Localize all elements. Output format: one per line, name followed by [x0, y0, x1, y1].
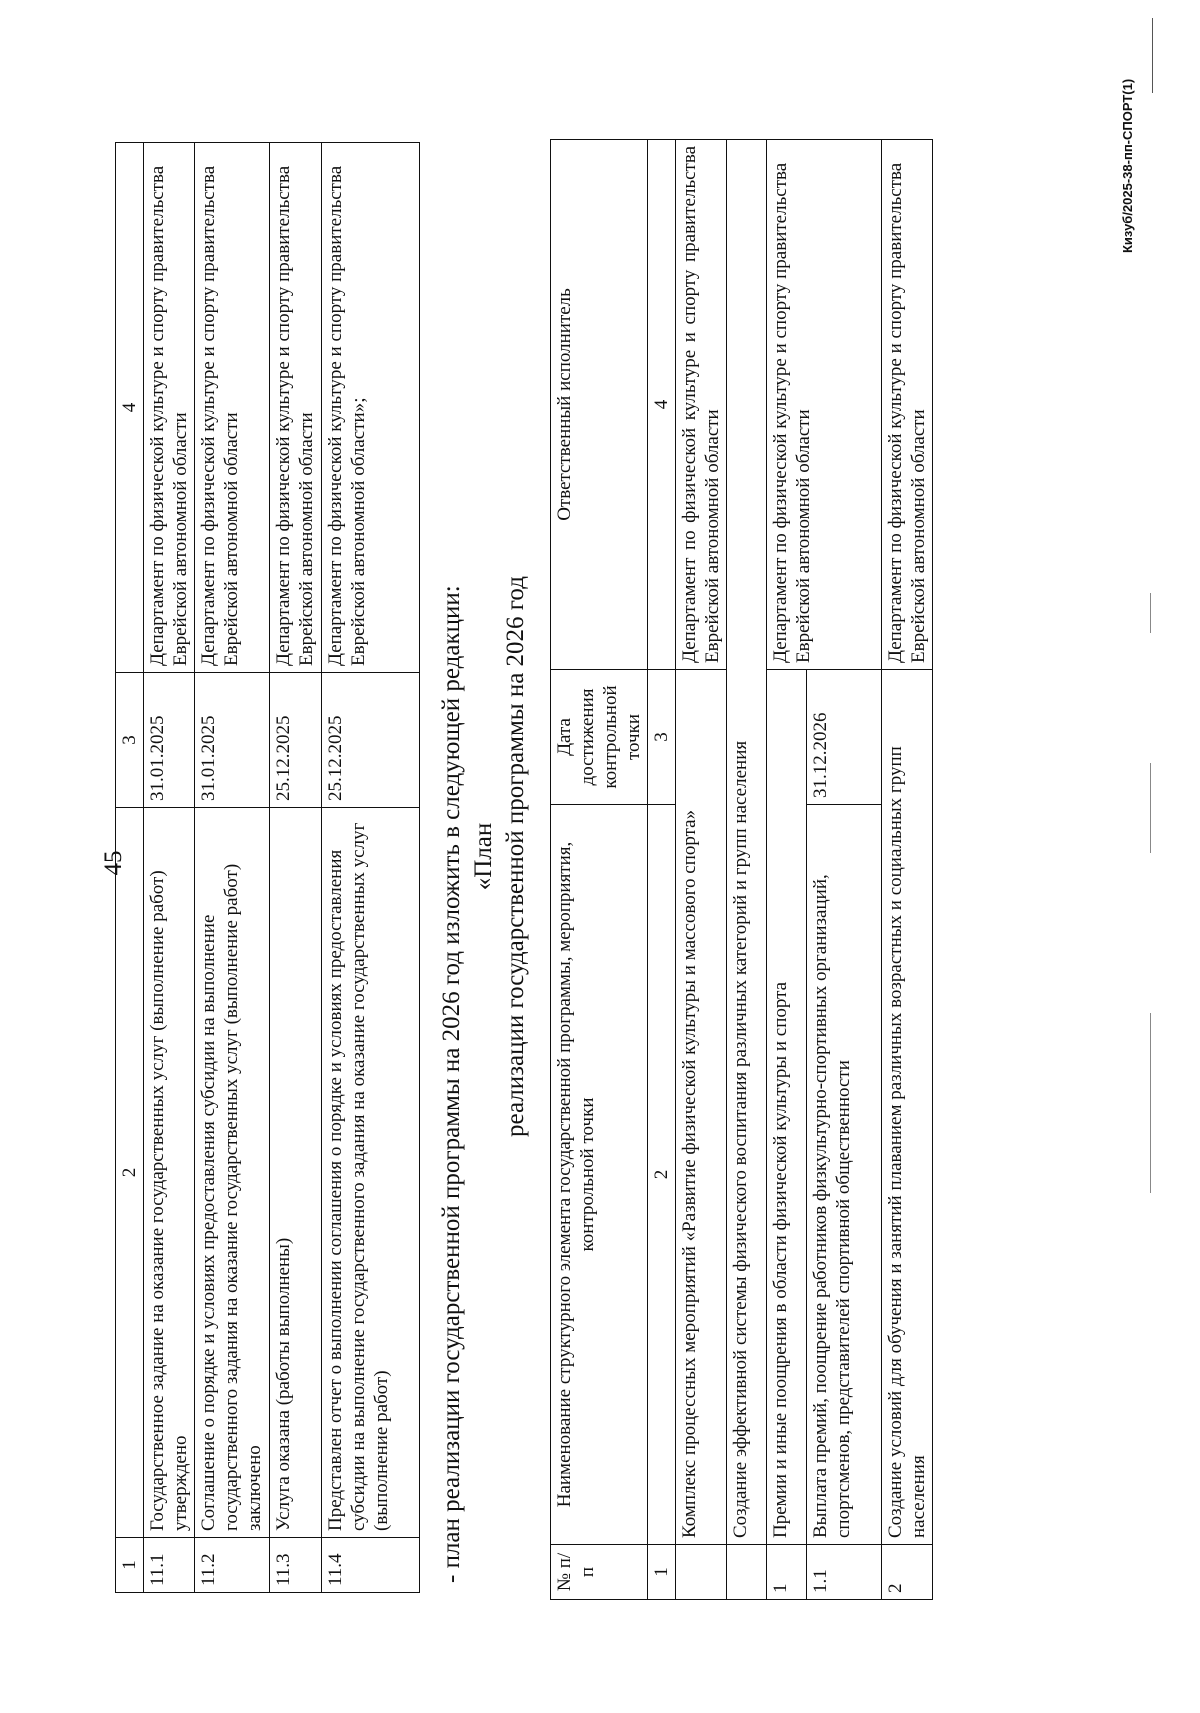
row-name: Государственное задание на оказание государственных услуг (выполнение работ) утверждено	[144, 808, 195, 1538]
scan-mark	[1150, 763, 1151, 853]
plan-title-line1: «План	[470, 822, 497, 891]
table1-header-col4: 4	[116, 143, 144, 673]
table1-header-row	[116, 143, 144, 1593]
table-row	[270, 143, 322, 1593]
table-control-points-2025	[115, 142, 420, 1593]
table1-header-col3: 3	[116, 673, 144, 808]
table-plan-2026	[550, 139, 933, 1600]
row-number: 11.2	[195, 1538, 270, 1593]
complex-row	[676, 139, 727, 1599]
document-id: Кизуб/2025-38-пп-СПОРТ(1)	[1120, 78, 1135, 253]
row-number: 1.1	[807, 1545, 882, 1600]
row-number: 11.1	[144, 1538, 195, 1593]
table1-header-col1: 1	[116, 1538, 144, 1593]
table2-col2-number: 2	[648, 804, 676, 1544]
header-executor: Ответственный исполнитель	[551, 139, 648, 669]
row-name: Премии и иные поощрения в области физической культуры и спорта	[767, 669, 807, 1544]
table2-number-row	[648, 139, 676, 1599]
scan-edge-mark	[1152, 18, 1153, 93]
row-date: 25.12.2025	[270, 673, 322, 808]
row-date: 25.12.2025	[322, 673, 420, 808]
table2-col3-number: 3	[648, 669, 676, 804]
row-executor: Департамент по физической культуре и спорту правительства Еврейской автономной области	[767, 139, 882, 669]
page-number: 45	[100, 850, 127, 876]
row-executor: Департамент по физической культуре и спорту правительства Еврейской автономной области	[195, 143, 270, 673]
table-row	[144, 143, 195, 1593]
row-number: 2	[882, 1545, 933, 1600]
table-row	[767, 139, 807, 1599]
table2-col4-number: 4	[648, 139, 676, 669]
table-row	[195, 143, 270, 1593]
intro-line: - план реализации государственной программы на 2026 год изложить в следующей редакции:	[438, 585, 465, 1583]
row-executor: Департамент по физической культуре и спорту правительства Еврейской автономной области	[270, 143, 322, 673]
row-name: Соглашение о порядке и условиях предоставления субсидии на выполнение государственного задания на оказание государственных услуг (выполнение работ) заключено	[195, 808, 270, 1538]
row-date: 31.01.2025	[195, 673, 270, 808]
row-date: 31.01.2025	[144, 673, 195, 808]
table2-header-row	[551, 139, 648, 1599]
header-number: № п/п	[551, 1545, 648, 1600]
row-name: Создание условий для обучения и занятий плаванием различных возрастных и социальных групп населения	[882, 669, 933, 1544]
row-number: 11.4	[322, 1538, 420, 1593]
complex-name: Комплекс процессных мероприятий «Развитие физической культуры и массового спорта»	[676, 669, 727, 1544]
row-name: Представлен отчет о выполнении соглашения о порядке и условиях предоставления субсидии на выполнение государственного задания на оказание государственных услуг (выполнение работ)	[322, 808, 420, 1538]
plan-title-line2: реализации государственной программы на 2026 год	[502, 576, 529, 1137]
row-number: 11.3	[270, 1538, 322, 1593]
row-name: Выплата премий, поощрение работников физкультурно-спортивных организаций, спортсменов, представителей спортивной общественности	[807, 804, 882, 1544]
table-row	[322, 143, 420, 1593]
task-text: Создание эффективной системы физического воспитания различных категорий и групп населения	[727, 139, 767, 1544]
header-date: Дата достижения контрольной точки	[551, 669, 648, 804]
row-number: 1	[767, 1545, 807, 1600]
scan-mark	[1150, 1013, 1151, 1193]
complex-executor: Департамент по физической культуре и спорту правительства Еврейской автономной области	[676, 139, 727, 669]
row-name: Услуга оказана (работы выполнены)	[270, 808, 322, 1538]
row-date: 31.12.2026	[807, 669, 882, 804]
header-name: Наименование структурного элемента государственной программы, мероприятия, контрольной точки	[551, 804, 648, 1544]
table2-col1-number: 1	[648, 1545, 676, 1600]
row-executor: Департамент по физической культуре и спорту правительства Еврейской автономной области»;	[322, 143, 420, 673]
row-executor: Департамент по физической культуре и спорту правительства Еврейской автономной области	[144, 143, 195, 673]
table1-header-col2: 2	[116, 808, 144, 1538]
scan-mark	[1150, 593, 1151, 633]
table-row	[882, 139, 933, 1599]
task-row	[727, 139, 767, 1599]
row-executor: Департамент по физической культуре и спорту правительства Еврейской автономной области	[882, 139, 933, 669]
